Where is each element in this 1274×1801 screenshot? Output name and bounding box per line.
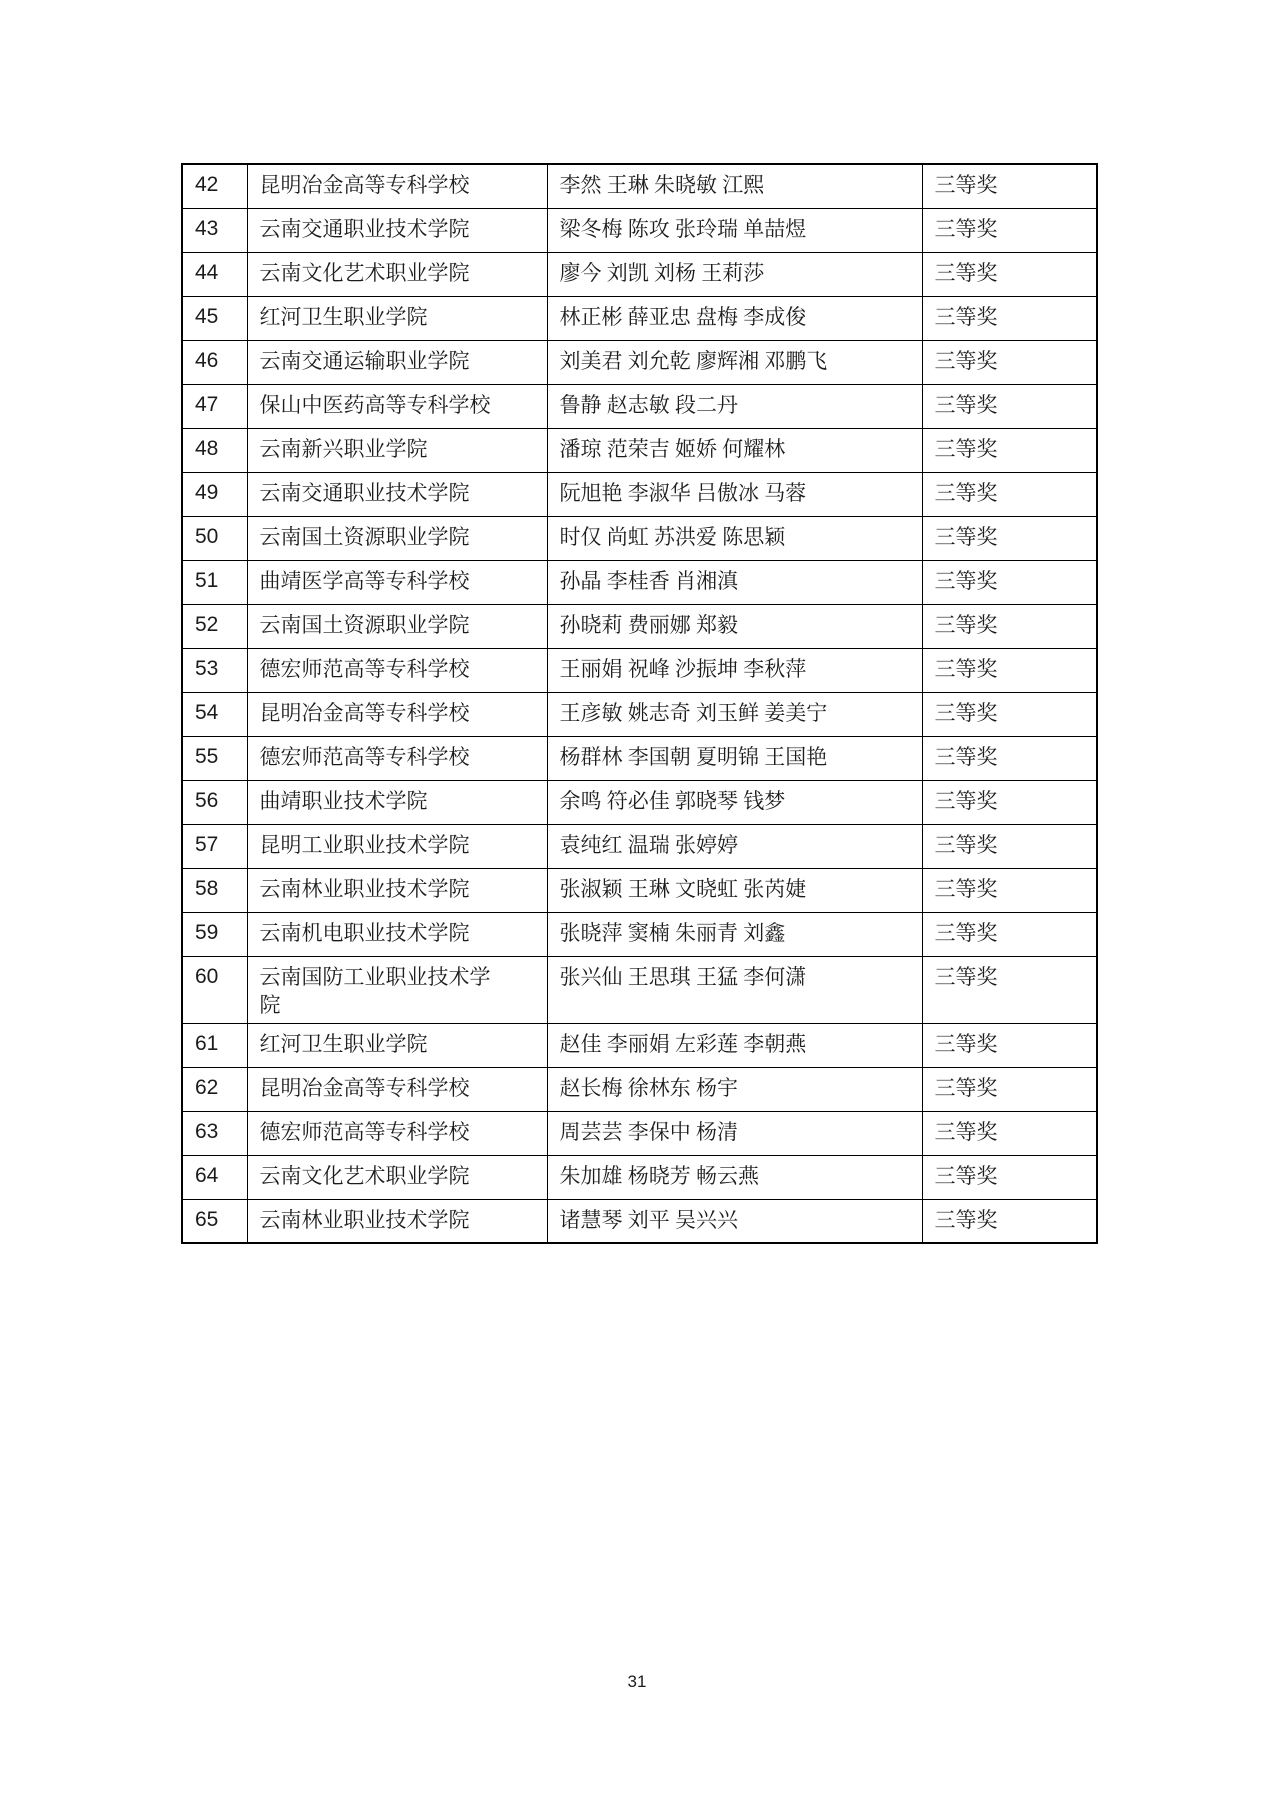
row-number-cell: 51 <box>182 560 247 604</box>
table-row <box>182 736 1097 780</box>
award-cell: 三等奖 <box>922 252 1097 296</box>
award-cell: 三等奖 <box>922 780 1097 824</box>
school-name: 昆明冶金高等专科学校 <box>259 1075 470 1100</box>
names-cell: 诸慧琴 刘平 吴兴兴 <box>547 1199 922 1243</box>
row-number-cell: 45 <box>182 296 247 340</box>
school-cell <box>247 340 547 384</box>
school-name: 云南林业职业技术学院 <box>259 1207 470 1232</box>
award-cell: 三等奖 <box>922 868 1097 912</box>
award-cell: 三等奖 <box>922 340 1097 384</box>
school-name: 云南国防工业职业技术学院 <box>259 964 491 1017</box>
award-cell: 三等奖 <box>922 472 1097 516</box>
names-cell: 鲁静 赵志敏 段二丹 <box>547 384 922 428</box>
names-cell: 赵佳 李丽娟 左彩莲 李朝燕 <box>547 1023 922 1067</box>
table-row <box>182 648 1097 692</box>
school-name: 昆明工业职业技术学院 <box>259 832 470 857</box>
table-row <box>182 1111 1097 1155</box>
table-row <box>182 384 1097 428</box>
table-row <box>182 1155 1097 1199</box>
table-row <box>182 868 1097 912</box>
names-cell: 余鸣 符必佳 郭晓琴 钱梦 <box>547 780 922 824</box>
names-cell: 孙晓莉 费丽娜 郑毅 <box>547 604 922 648</box>
row-number-cell: 54 <box>182 692 247 736</box>
names-cell: 袁纯红 温瑞 张婷婷 <box>547 824 922 868</box>
names-cell: 王彦敏 姚志奇 刘玉鲜 姜美宁 <box>547 692 922 736</box>
school-cell <box>247 1155 547 1199</box>
row-number-cell: 50 <box>182 516 247 560</box>
table-row <box>182 560 1097 604</box>
school-cell <box>247 472 547 516</box>
row-number-cell: 53 <box>182 648 247 692</box>
school-cell <box>247 868 547 912</box>
school-cell <box>247 780 547 824</box>
row-number-cell: 47 <box>182 384 247 428</box>
row-number-cell: 52 <box>182 604 247 648</box>
names-cell: 刘美君 刘允乾 廖辉湘 邓鹏飞 <box>547 340 922 384</box>
table-row <box>182 956 1097 1023</box>
table-row <box>182 1199 1097 1243</box>
school-name: 曲靖医学高等专科学校 <box>259 568 470 593</box>
names-cell: 张淑颖 王琳 文晓虹 张芮婕 <box>547 868 922 912</box>
names-cell: 李然 王琳 朱晓敏 江熙 <box>547 164 922 208</box>
table-row <box>182 824 1097 868</box>
row-number-cell: 59 <box>182 912 247 956</box>
table-row <box>182 296 1097 340</box>
school-name: 云南机电职业技术学院 <box>259 920 470 945</box>
award-cell: 三等奖 <box>922 604 1097 648</box>
row-number-cell: 64 <box>182 1155 247 1199</box>
school-cell <box>247 208 547 252</box>
row-number-cell: 43 <box>182 208 247 252</box>
school-name: 曲靖职业技术学院 <box>259 788 428 813</box>
school-cell <box>247 164 547 208</box>
award-cell: 三等奖 <box>922 1111 1097 1155</box>
award-cell: 三等奖 <box>922 296 1097 340</box>
page-number: 31 <box>627 1672 647 1691</box>
award-cell: 三等奖 <box>922 384 1097 428</box>
names-cell: 周芸芸 李保中 杨清 <box>547 1111 922 1155</box>
names-cell: 时仅 尚虹 苏洪爱 陈思颖 <box>547 516 922 560</box>
school-cell <box>247 296 547 340</box>
school-name: 云南交通运输职业学院 <box>259 348 470 373</box>
table-row <box>182 164 1097 208</box>
award-cell: 三等奖 <box>922 1199 1097 1243</box>
school-cell <box>247 1023 547 1067</box>
names-cell: 赵长梅 徐林东 杨宇 <box>547 1067 922 1111</box>
row-number-cell: 44 <box>182 252 247 296</box>
school-cell <box>247 560 547 604</box>
school-cell <box>247 648 547 692</box>
school-name: 云南文化艺术职业学院 <box>259 1163 470 1188</box>
award-cell: 三等奖 <box>922 516 1097 560</box>
names-cell: 梁冬梅 陈攻 张玲瑞 单喆煜 <box>547 208 922 252</box>
school-name: 云南文化艺术职业学院 <box>259 260 470 285</box>
school-cell <box>247 1111 547 1155</box>
names-cell: 廖今 刘凯 刘杨 王莉莎 <box>547 252 922 296</box>
row-number-cell: 63 <box>182 1111 247 1155</box>
school-name: 云南林业职业技术学院 <box>259 876 470 901</box>
table-row <box>182 692 1097 736</box>
table-row <box>182 208 1097 252</box>
row-number-cell: 57 <box>182 824 247 868</box>
table-row <box>182 1023 1097 1067</box>
school-cell <box>247 692 547 736</box>
award-cell: 三等奖 <box>922 1155 1097 1199</box>
names-cell: 王丽娟 祝峰 沙振坤 李秋萍 <box>547 648 922 692</box>
row-number-cell: 42 <box>182 164 247 208</box>
school-cell <box>247 736 547 780</box>
school-name: 昆明冶金高等专科学校 <box>259 173 470 197</box>
row-number-cell: 58 <box>182 868 247 912</box>
award-cell: 三等奖 <box>922 956 1097 1023</box>
row-number-cell: 56 <box>182 780 247 824</box>
school-cell <box>247 384 547 428</box>
table-row <box>182 1067 1097 1111</box>
row-number-cell: 46 <box>182 340 247 384</box>
school-cell <box>247 912 547 956</box>
award-cell: 三等奖 <box>922 1067 1097 1111</box>
school-cell <box>247 1067 547 1111</box>
school-name: 云南新兴职业学院 <box>259 436 428 461</box>
school-cell <box>247 604 547 648</box>
school-name: 红河卫生职业学院 <box>259 1031 428 1056</box>
table-row <box>182 780 1097 824</box>
row-number-cell: 61 <box>182 1023 247 1067</box>
award-cell: 三等奖 <box>922 692 1097 736</box>
row-number-cell: 65 <box>182 1199 247 1243</box>
table-row <box>182 340 1097 384</box>
school-name: 德宏师范高等专科学校 <box>259 744 470 769</box>
award-cell: 三等奖 <box>922 648 1097 692</box>
award-cell: 三等奖 <box>922 912 1097 956</box>
school-name: 保山中医药高等专科学校 <box>259 392 491 417</box>
names-cell: 张兴仙 王思琪 王猛 李何潇 <box>547 956 922 1023</box>
table-row <box>182 428 1097 472</box>
school-name: 红河卫生职业学院 <box>259 304 428 329</box>
table-row <box>182 604 1097 648</box>
award-cell: 三等奖 <box>922 824 1097 868</box>
table-row <box>182 252 1097 296</box>
table-row <box>182 516 1097 560</box>
names-cell: 朱加雄 杨晓芳 畅云燕 <box>547 1155 922 1199</box>
school-name: 德宏师范高等专科学校 <box>259 656 470 681</box>
award-cell: 三等奖 <box>922 164 1097 208</box>
award-cell: 三等奖 <box>922 428 1097 472</box>
table-row <box>182 472 1097 516</box>
school-cell <box>247 824 547 868</box>
school-name: 德宏师范高等专科学校 <box>259 1119 470 1144</box>
school-cell <box>247 956 547 1023</box>
school-cell <box>247 516 547 560</box>
school-name: 云南国土资源职业学院 <box>259 612 470 637</box>
award-cell: 三等奖 <box>922 1023 1097 1067</box>
names-cell: 杨群林 李国朝 夏明锦 王国艳 <box>547 736 922 780</box>
school-name: 昆明冶金高等专科学校 <box>259 700 470 725</box>
awards-table <box>181 163 1098 1244</box>
row-number-cell: 49 <box>182 472 247 516</box>
school-name: 云南国土资源职业学院 <box>259 524 470 549</box>
names-cell: 潘琼 范荣吉 姬娇 何耀林 <box>547 428 922 472</box>
table-row <box>182 912 1097 956</box>
names-cell: 林正彬 薛亚忠 盘梅 李成俊 <box>547 296 922 340</box>
names-cell: 孙晶 李桂香 肖湘滇 <box>547 560 922 604</box>
school-name: 云南交通职业技术学院 <box>259 216 470 241</box>
award-cell: 三等奖 <box>922 736 1097 780</box>
school-cell <box>247 252 547 296</box>
names-cell: 张晓萍 窦楠 朱丽青 刘鑫 <box>547 912 922 956</box>
names-cell: 阮旭艳 李淑华 吕傲冰 马蓉 <box>547 472 922 516</box>
award-cell: 三等奖 <box>922 208 1097 252</box>
row-number-cell: 48 <box>182 428 247 472</box>
row-number-cell: 60 <box>182 956 247 1023</box>
school-cell <box>247 428 547 472</box>
school-name: 云南交通职业技术学院 <box>259 480 470 505</box>
row-number-cell: 62 <box>182 1067 247 1111</box>
row-number-cell: 55 <box>182 736 247 780</box>
school-cell <box>247 1199 547 1243</box>
award-cell: 三等奖 <box>922 560 1097 604</box>
